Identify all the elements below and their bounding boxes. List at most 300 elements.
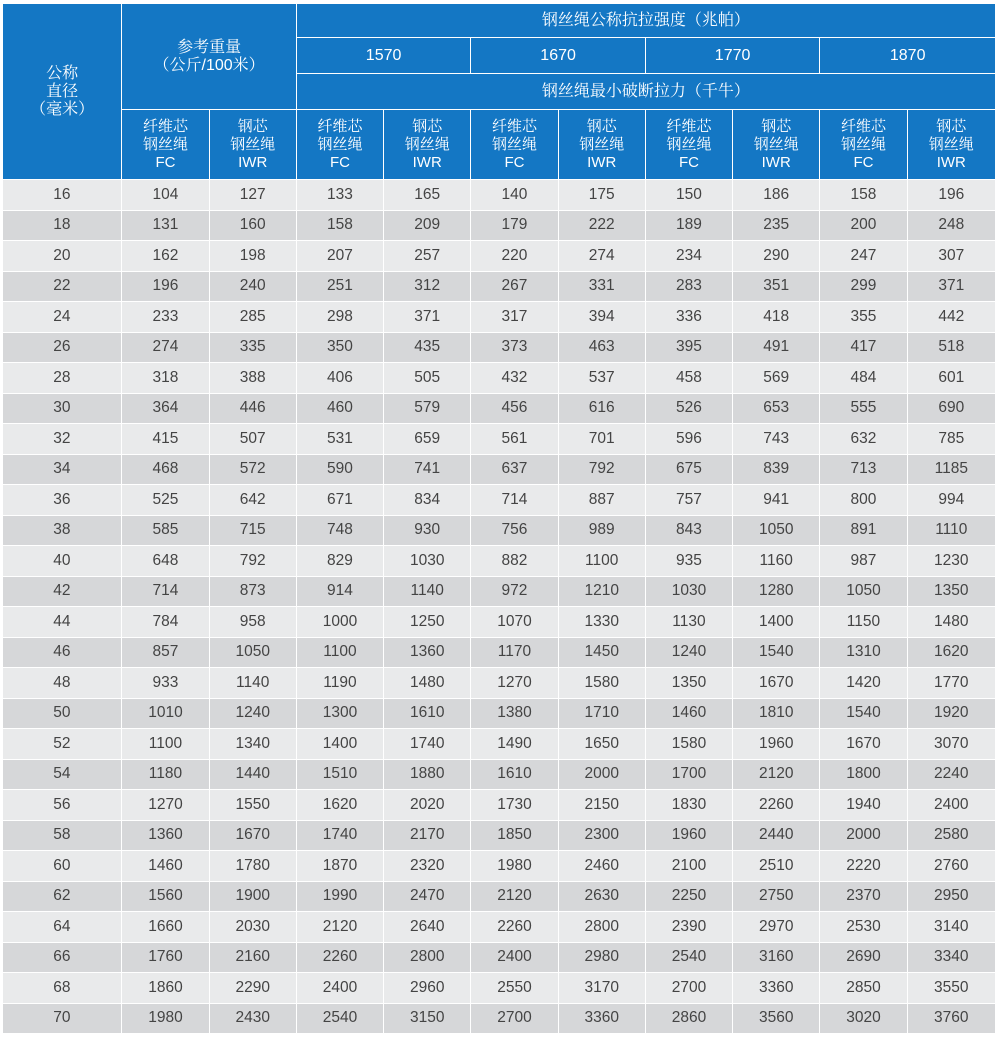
value-cell: 2630 xyxy=(558,881,645,912)
value-cell: 3170 xyxy=(558,973,645,1004)
value-cell: 1070 xyxy=(471,607,558,638)
value-cell: 1185 xyxy=(907,454,995,485)
value-cell: 417 xyxy=(820,332,907,363)
value-cell: 1670 xyxy=(820,729,907,760)
value-cell: 526 xyxy=(645,393,732,424)
value-cell: 2460 xyxy=(558,851,645,882)
value-cell: 394 xyxy=(558,302,645,333)
value-cell: 1980 xyxy=(471,851,558,882)
value-cell: 987 xyxy=(820,546,907,577)
value-cell: 1460 xyxy=(645,698,732,729)
value-cell: 1760 xyxy=(122,942,209,973)
value-cell: 317 xyxy=(471,302,558,333)
value-cell: 829 xyxy=(296,546,383,577)
iwr-core-header-line: 钢丝绳 xyxy=(928,135,974,153)
value-cell: 1460 xyxy=(122,851,209,882)
value-cell: 1920 xyxy=(907,698,995,729)
diameter-cell: 22 xyxy=(3,271,122,302)
value-cell: 2510 xyxy=(733,851,820,882)
value-cell: 406 xyxy=(296,363,383,394)
value-cell: 1730 xyxy=(471,790,558,821)
value-cell: 468 xyxy=(122,454,209,485)
value-cell: 839 xyxy=(733,454,820,485)
diameter-cell: 32 xyxy=(3,424,122,455)
value-cell: 331 xyxy=(558,271,645,302)
value-cell: 2850 xyxy=(820,973,907,1004)
value-cell: 714 xyxy=(471,485,558,516)
value-cell: 290 xyxy=(733,241,820,272)
fc-core-header xyxy=(471,110,558,180)
diameter-cell: 48 xyxy=(3,668,122,699)
value-cell: 1480 xyxy=(907,607,995,638)
value-cell: 537 xyxy=(558,363,645,394)
value-cell: 2640 xyxy=(384,912,471,943)
value-cell: 484 xyxy=(820,363,907,394)
iwr-core-header-line: 钢芯 xyxy=(936,117,967,135)
value-cell: 505 xyxy=(384,363,471,394)
value-cell: 2760 xyxy=(907,851,995,882)
value-cell: 675 xyxy=(645,454,732,485)
value-cell: 2240 xyxy=(907,759,995,790)
value-cell: 2120 xyxy=(733,759,820,790)
value-cell: 251 xyxy=(296,271,383,302)
value-cell: 3150 xyxy=(384,1003,471,1034)
value-cell: 507 xyxy=(209,424,296,455)
value-cell: 1860 xyxy=(122,973,209,1004)
value-cell: 1140 xyxy=(384,576,471,607)
value-cell: 2400 xyxy=(471,942,558,973)
value-cell: 1110 xyxy=(907,515,995,546)
value-cell: 1190 xyxy=(296,668,383,699)
table-row xyxy=(3,332,996,363)
value-cell: 2580 xyxy=(907,820,995,851)
value-cell: 569 xyxy=(733,363,820,394)
table-row xyxy=(3,180,996,211)
value-cell: 572 xyxy=(209,454,296,485)
diameter-cell: 26 xyxy=(3,332,122,363)
value-cell: 2150 xyxy=(558,790,645,821)
value-cell: 160 xyxy=(209,210,296,241)
value-cell: 1440 xyxy=(209,759,296,790)
iwr-core-header-line: 钢丝绳 xyxy=(753,135,799,153)
value-cell: 1980 xyxy=(122,1003,209,1034)
table-row xyxy=(3,363,996,394)
value-cell: 2700 xyxy=(645,973,732,1004)
wire-rope-spec-sheet xyxy=(2,3,996,1034)
diameter-cell: 18 xyxy=(3,210,122,241)
value-cell: 209 xyxy=(384,210,471,241)
value-cell: 1230 xyxy=(907,546,995,577)
value-cell: 1330 xyxy=(558,607,645,638)
fc-core-header-line: 钢丝绳 xyxy=(840,135,886,153)
value-cell: 1100 xyxy=(122,729,209,760)
value-cell: 2470 xyxy=(384,881,471,912)
value-cell: 757 xyxy=(645,485,732,516)
value-cell: 1400 xyxy=(733,607,820,638)
value-cell: 2540 xyxy=(296,1003,383,1034)
value-cell: 207 xyxy=(296,241,383,272)
value-cell: 887 xyxy=(558,485,645,516)
table-row xyxy=(3,1003,996,1034)
value-cell: 307 xyxy=(907,241,995,272)
value-cell: 648 xyxy=(122,546,209,577)
value-cell: 1130 xyxy=(645,607,732,638)
value-cell: 355 xyxy=(820,302,907,333)
table-row xyxy=(3,759,996,790)
iwr-core-header xyxy=(733,110,820,180)
value-cell: 690 xyxy=(907,393,995,424)
value-cell: 285 xyxy=(209,302,296,333)
value-cell: 1240 xyxy=(645,637,732,668)
fc-core-header xyxy=(122,110,209,180)
value-cell: 1550 xyxy=(209,790,296,821)
value-cell: 3760 xyxy=(907,1003,995,1034)
value-cell: 350 xyxy=(296,332,383,363)
value-cell: 2250 xyxy=(645,881,732,912)
value-cell: 298 xyxy=(296,302,383,333)
value-cell: 1620 xyxy=(296,790,383,821)
iwr-core-header-line: 钢丝绳 xyxy=(579,135,625,153)
fc-core-header xyxy=(820,110,907,180)
value-cell: 1780 xyxy=(209,851,296,882)
value-cell: 590 xyxy=(296,454,383,485)
value-cell: 104 xyxy=(122,180,209,211)
value-cell: 1960 xyxy=(733,729,820,760)
value-cell: 175 xyxy=(558,180,645,211)
value-cell: 234 xyxy=(645,241,732,272)
value-cell: 930 xyxy=(384,515,471,546)
value-cell: 792 xyxy=(209,546,296,577)
value-cell: 179 xyxy=(471,210,558,241)
value-cell: 834 xyxy=(384,485,471,516)
table-row xyxy=(3,790,996,821)
value-cell: 415 xyxy=(122,424,209,455)
value-cell: 200 xyxy=(820,210,907,241)
value-cell: 274 xyxy=(122,332,209,363)
value-cell: 671 xyxy=(296,485,383,516)
value-cell: 1310 xyxy=(820,637,907,668)
value-cell: 446 xyxy=(209,393,296,424)
table-row xyxy=(3,637,996,668)
iwr-core-header xyxy=(384,110,471,180)
table-row xyxy=(3,698,996,729)
value-cell: 140 xyxy=(471,180,558,211)
diameter-cell: 52 xyxy=(3,729,122,760)
fc-core-header-line: 纤维芯 xyxy=(491,117,537,135)
table-row xyxy=(3,851,996,882)
value-cell: 1490 xyxy=(471,729,558,760)
fc-core-header-line: FC xyxy=(504,153,525,171)
value-cell: 186 xyxy=(733,180,820,211)
value-cell: 579 xyxy=(384,393,471,424)
value-cell: 198 xyxy=(209,241,296,272)
grade-1670: 1670 xyxy=(471,38,646,74)
value-cell: 1270 xyxy=(471,668,558,699)
fc-core-header-line: 纤维芯 xyxy=(317,117,363,135)
table-row xyxy=(3,454,996,485)
value-cell: 743 xyxy=(733,424,820,455)
value-cell: 1660 xyxy=(122,912,209,943)
value-cell: 299 xyxy=(820,271,907,302)
iwr-core-header-line: IWR xyxy=(238,153,268,171)
value-cell: 318 xyxy=(122,363,209,394)
value-cell: 2000 xyxy=(820,820,907,851)
value-cell: 3550 xyxy=(907,973,995,1004)
value-cell: 972 xyxy=(471,576,558,607)
value-cell: 220 xyxy=(471,241,558,272)
value-cell: 873 xyxy=(209,576,296,607)
value-cell: 3070 xyxy=(907,729,995,760)
value-cell: 1160 xyxy=(733,546,820,577)
table-row xyxy=(3,729,996,760)
value-cell: 2170 xyxy=(384,820,471,851)
value-cell: 150 xyxy=(645,180,732,211)
value-cell: 714 xyxy=(122,576,209,607)
value-cell: 1360 xyxy=(384,637,471,668)
value-cell: 1360 xyxy=(122,820,209,851)
diameter-cell: 46 xyxy=(3,637,122,668)
value-cell: 158 xyxy=(820,180,907,211)
value-cell: 127 xyxy=(209,180,296,211)
diameter-cell: 38 xyxy=(3,515,122,546)
value-cell: 882 xyxy=(471,546,558,577)
value-cell: 2370 xyxy=(820,881,907,912)
value-cell: 1450 xyxy=(558,637,645,668)
value-cell: 267 xyxy=(471,271,558,302)
iwr-core-header-line: 钢芯 xyxy=(412,117,443,135)
value-cell: 1670 xyxy=(733,668,820,699)
value-cell: 1030 xyxy=(645,576,732,607)
value-cell: 2690 xyxy=(820,942,907,973)
value-cell: 2800 xyxy=(558,912,645,943)
value-cell: 2400 xyxy=(907,790,995,821)
value-cell: 2290 xyxy=(209,973,296,1004)
value-cell: 1210 xyxy=(558,576,645,607)
value-cell: 1480 xyxy=(384,668,471,699)
iwr-core-header-line: IWR xyxy=(936,153,966,171)
value-cell: 2260 xyxy=(296,942,383,973)
value-cell: 1740 xyxy=(384,729,471,760)
diameter-cell: 60 xyxy=(3,851,122,882)
core-type-row xyxy=(3,110,996,180)
value-cell: 1580 xyxy=(558,668,645,699)
diameter-cell: 20 xyxy=(3,241,122,272)
value-cell: 2540 xyxy=(645,942,732,973)
grade-1770: 1770 xyxy=(645,38,820,74)
diameter-header-line: 直径 xyxy=(46,82,79,100)
value-cell: 364 xyxy=(122,393,209,424)
diameter-cell: 64 xyxy=(3,912,122,943)
value-cell: 1560 xyxy=(122,881,209,912)
table-row xyxy=(3,546,996,577)
iwr-core-header xyxy=(558,110,645,180)
iwr-core-header-line: 钢芯 xyxy=(761,117,792,135)
weight-header-line: 参考重量 xyxy=(177,38,242,56)
diameter-cell: 50 xyxy=(3,698,122,729)
value-cell: 196 xyxy=(907,180,995,211)
value-cell: 1850 xyxy=(471,820,558,851)
value-cell: 1610 xyxy=(384,698,471,729)
value-cell: 701 xyxy=(558,424,645,455)
value-cell: 601 xyxy=(907,363,995,394)
value-cell: 2300 xyxy=(558,820,645,851)
diameter-header-line: （毫米） xyxy=(30,100,95,118)
table-row xyxy=(3,485,996,516)
value-cell: 2950 xyxy=(907,881,995,912)
value-cell: 596 xyxy=(645,424,732,455)
table-row xyxy=(3,515,996,546)
value-cell: 371 xyxy=(907,271,995,302)
diameter-cell: 36 xyxy=(3,485,122,516)
diameter-cell: 56 xyxy=(3,790,122,821)
table-row xyxy=(3,607,996,638)
value-cell: 257 xyxy=(384,241,471,272)
grade-1570: 1570 xyxy=(296,38,471,74)
value-cell: 1180 xyxy=(122,759,209,790)
value-cell: 3140 xyxy=(907,912,995,943)
value-cell: 713 xyxy=(820,454,907,485)
value-cell: 2320 xyxy=(384,851,471,882)
value-cell: 1650 xyxy=(558,729,645,760)
value-cell: 2960 xyxy=(384,973,471,1004)
value-cell: 165 xyxy=(384,180,471,211)
value-cell: 1250 xyxy=(384,607,471,638)
diameter-cell: 30 xyxy=(3,393,122,424)
value-cell: 2700 xyxy=(471,1003,558,1034)
value-cell: 1710 xyxy=(558,698,645,729)
value-cell: 2550 xyxy=(471,973,558,1004)
value-cell: 1030 xyxy=(384,546,471,577)
value-cell: 1420 xyxy=(820,668,907,699)
table-row xyxy=(3,820,996,851)
value-cell: 1350 xyxy=(645,668,732,699)
value-cell: 637 xyxy=(471,454,558,485)
value-cell: 518 xyxy=(907,332,995,363)
value-cell: 1270 xyxy=(122,790,209,821)
iwr-core-header-line: 钢芯 xyxy=(586,117,617,135)
grade-1870: 1870 xyxy=(820,38,996,74)
value-cell: 335 xyxy=(209,332,296,363)
value-cell: 1000 xyxy=(296,607,383,638)
value-cell: 418 xyxy=(733,302,820,333)
value-cell: 312 xyxy=(384,271,471,302)
iwr-core-header-line: IWR xyxy=(587,153,617,171)
value-cell: 1770 xyxy=(907,668,995,699)
diameter-cell: 16 xyxy=(3,180,122,211)
value-cell: 235 xyxy=(733,210,820,241)
table-row xyxy=(3,942,996,973)
value-cell: 1170 xyxy=(471,637,558,668)
value-cell: 1960 xyxy=(645,820,732,851)
value-cell: 616 xyxy=(558,393,645,424)
value-cell: 632 xyxy=(820,424,907,455)
value-cell: 1380 xyxy=(471,698,558,729)
value-cell: 1740 xyxy=(296,820,383,851)
value-cell: 3340 xyxy=(907,942,995,973)
weight-header-line: （公斤/100米） xyxy=(153,56,265,74)
value-cell: 2980 xyxy=(558,942,645,973)
value-cell: 642 xyxy=(209,485,296,516)
fc-core-header-line: 钢丝绳 xyxy=(142,135,188,153)
diameter-cell: 44 xyxy=(3,607,122,638)
value-cell: 435 xyxy=(384,332,471,363)
fc-core-header-line: FC xyxy=(155,153,176,171)
table-row xyxy=(3,881,996,912)
table-row xyxy=(3,210,996,241)
fc-core-header-line: FC xyxy=(853,153,874,171)
value-cell: 785 xyxy=(907,424,995,455)
iwr-core-header xyxy=(907,110,995,180)
fc-core-header xyxy=(296,110,383,180)
value-cell: 371 xyxy=(384,302,471,333)
value-cell: 715 xyxy=(209,515,296,546)
iwr-core-header-line: IWR xyxy=(761,153,791,171)
value-cell: 233 xyxy=(122,302,209,333)
table-row xyxy=(3,424,996,455)
value-cell: 1240 xyxy=(209,698,296,729)
value-cell: 941 xyxy=(733,485,820,516)
value-cell: 958 xyxy=(209,607,296,638)
table-row xyxy=(3,241,996,272)
table-row xyxy=(3,912,996,943)
value-cell: 395 xyxy=(645,332,732,363)
diameter-cell: 28 xyxy=(3,363,122,394)
value-cell: 1810 xyxy=(733,698,820,729)
value-cell: 3360 xyxy=(558,1003,645,1034)
value-cell: 1670 xyxy=(209,820,296,851)
value-cell: 1990 xyxy=(296,881,383,912)
value-cell: 248 xyxy=(907,210,995,241)
value-cell: 3020 xyxy=(820,1003,907,1034)
diameter-header-line: 公称 xyxy=(46,64,79,82)
value-cell: 351 xyxy=(733,271,820,302)
value-cell: 3360 xyxy=(733,973,820,1004)
value-cell: 1510 xyxy=(296,759,383,790)
value-cell: 1870 xyxy=(296,851,383,882)
value-cell: 247 xyxy=(820,241,907,272)
value-cell: 1880 xyxy=(384,759,471,790)
value-cell: 463 xyxy=(558,332,645,363)
diameter-cell: 66 xyxy=(3,942,122,973)
value-cell: 162 xyxy=(122,241,209,272)
iwr-core-header-line: 钢丝绳 xyxy=(404,135,450,153)
fc-core-header-line: 纤维芯 xyxy=(840,117,886,135)
weight-header xyxy=(122,4,297,110)
value-cell: 1050 xyxy=(733,515,820,546)
diameter-cell: 42 xyxy=(3,576,122,607)
diameter-header xyxy=(3,4,122,180)
value-cell: 283 xyxy=(645,271,732,302)
value-cell: 792 xyxy=(558,454,645,485)
table-row xyxy=(3,393,996,424)
value-cell: 460 xyxy=(296,393,383,424)
fc-core-header-line: 钢丝绳 xyxy=(317,135,363,153)
value-cell: 659 xyxy=(384,424,471,455)
value-cell: 158 xyxy=(296,210,383,241)
value-cell: 1010 xyxy=(122,698,209,729)
value-cell: 1540 xyxy=(733,637,820,668)
diameter-cell: 58 xyxy=(3,820,122,851)
value-cell: 2530 xyxy=(820,912,907,943)
value-cell: 1050 xyxy=(820,576,907,607)
value-cell: 1610 xyxy=(471,759,558,790)
value-cell: 2260 xyxy=(733,790,820,821)
value-cell: 756 xyxy=(471,515,558,546)
value-cell: 994 xyxy=(907,485,995,516)
value-cell: 741 xyxy=(384,454,471,485)
value-cell: 240 xyxy=(209,271,296,302)
fc-core-header-line: FC xyxy=(678,153,699,171)
